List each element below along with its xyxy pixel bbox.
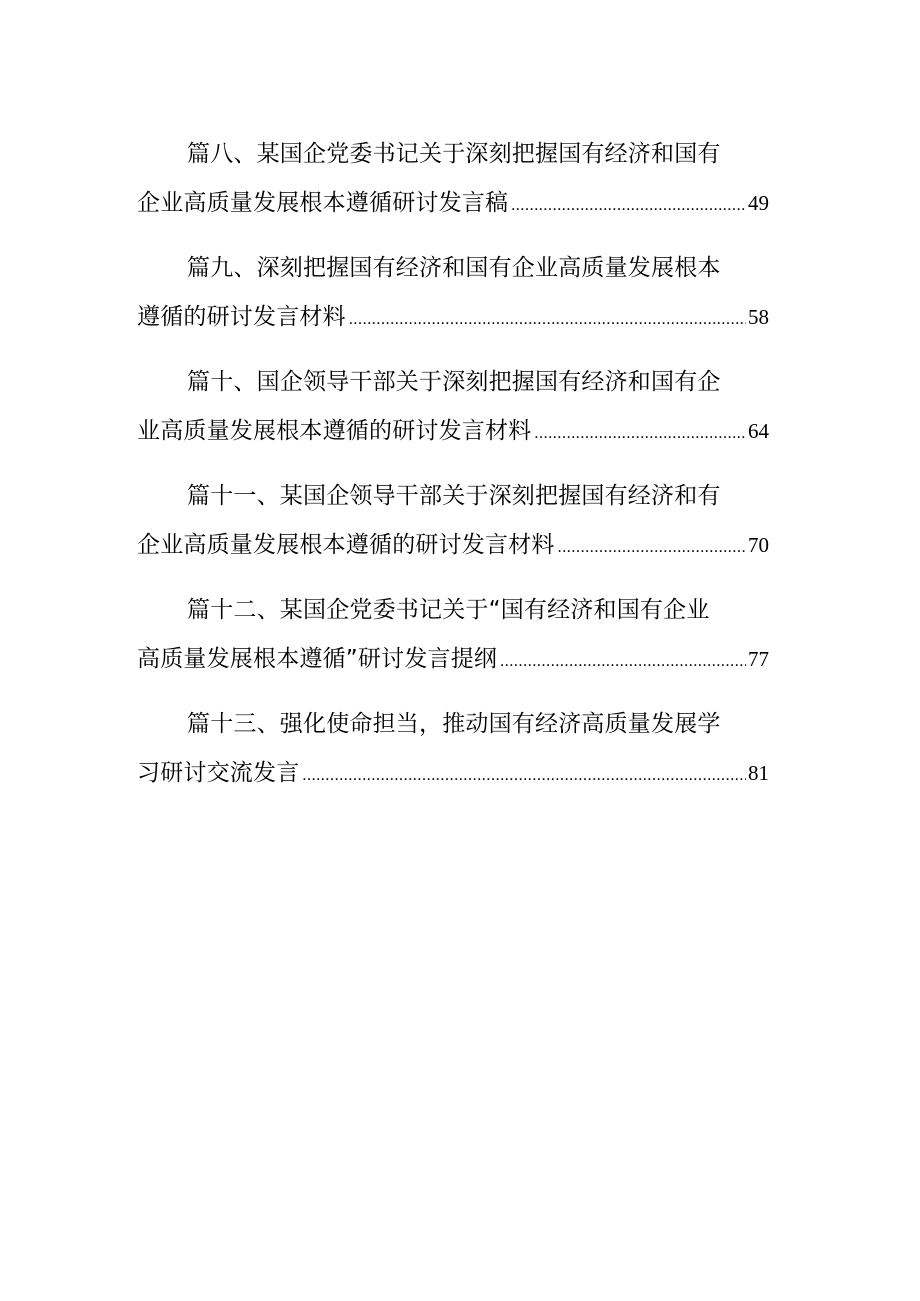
- toc-entry-title-continued: 业高质量发展根本遵循的研讨发言材料: [137, 418, 532, 444]
- toc-entry[interactable]: [137, 468, 769, 565]
- toc-entry-title: 篇十三、强化使命担当，推动国有经济高质量发展学: [187, 711, 721, 737]
- toc-entry-title-continued: 企业高质量发展根本遵循研讨发言稿: [137, 190, 509, 216]
- toc-entry-title: 篇十二、某国企党委书记关于“国有经济和国有企业: [187, 597, 710, 623]
- toc-entry-title-continued: 遵循的研讨发言材料: [137, 304, 346, 330]
- dot-leader: [302, 756, 746, 796]
- toc-page-number: 77: [748, 647, 769, 671]
- toc-entry-title-continued: 高质量发展根本遵循”研讨发言提纲: [137, 646, 498, 672]
- toc-entry-title: 篇八、某国企党委书记关于深刻把握国有经济和国有: [187, 141, 721, 167]
- dot-leader: [511, 186, 746, 226]
- toc-entry-title: 篇九、深刻把握国有经济和国有企业高质量发展根本: [187, 255, 721, 281]
- toc-entry-title-continued: 企业高质量发展根本遵循的研讨发言材料: [137, 532, 555, 558]
- toc-entry-title-continued: 习研讨交流发言: [137, 760, 300, 786]
- table-of-contents: [137, 126, 769, 810]
- toc-page-number: 70: [748, 533, 769, 557]
- toc-entry-title: 篇十、国企领导干部关于深刻把握国有经济和国有企: [187, 369, 721, 395]
- toc-entry[interactable]: [137, 582, 769, 679]
- toc-entry[interactable]: [137, 696, 769, 793]
- toc-entry[interactable]: [137, 240, 769, 337]
- toc-entry[interactable]: [137, 126, 769, 223]
- dot-leader: [349, 300, 746, 340]
- toc-page-number: 58: [748, 305, 769, 329]
- dot-leader: [534, 414, 746, 454]
- toc-page-number: 81: [748, 761, 769, 785]
- toc-entry-title: 篇十一、某国企领导干部关于深刻把握国有经济和有: [187, 483, 721, 509]
- toc-entry[interactable]: [137, 354, 769, 451]
- toc-page-number: 64: [748, 419, 769, 443]
- dot-leader: [500, 642, 746, 682]
- dot-leader: [558, 528, 746, 568]
- toc-page-number: 49: [748, 191, 769, 215]
